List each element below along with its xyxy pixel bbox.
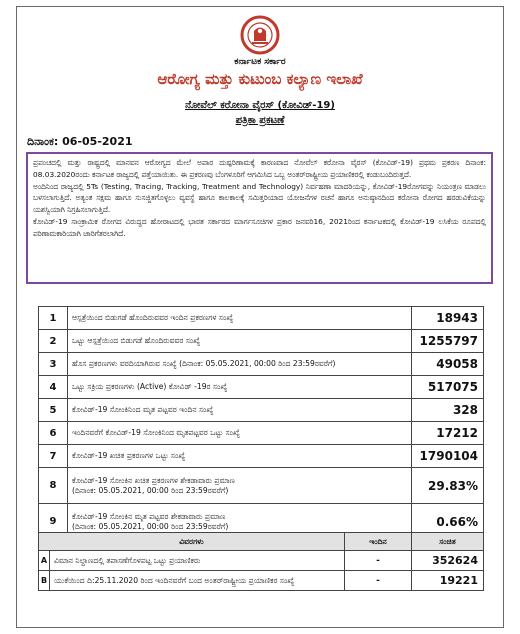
table-row xyxy=(39,422,484,445)
row-number: 2 xyxy=(39,330,68,353)
row-label: ವಿಮಾನ ನಿಲ್ದಾಣದಲ್ಲಿ ತಪಾಸಣೆಗೊಳಪಟ್ಟ ಒಟ್ಟು ಪ್ರಯಾಣಿಕರು xyxy=(50,551,345,571)
table-row xyxy=(39,571,484,591)
table-row xyxy=(39,330,484,353)
row-label-date: (ದಿನಾಂಕ: 05.05.2021, 00:00 ರಿಂದ 23:59ರವರೆಗೆ) xyxy=(72,521,229,531)
row-letter: B xyxy=(39,571,50,591)
table-row xyxy=(39,468,484,504)
press-release-heading: ಪತ್ರಿಕಾ ಪ್ರಕಟಣೆ xyxy=(235,115,285,126)
row-today-value: - xyxy=(345,571,412,591)
row-value: 1255797 xyxy=(412,330,484,353)
table-row xyxy=(39,376,484,399)
row-value: 49058 xyxy=(412,353,484,376)
table-row xyxy=(39,307,484,330)
table-header-row xyxy=(39,533,484,551)
row-label: ಒಟ್ಟು ಸಕ್ರಿಯ ಪ್ರಕರಣಗಳು (Active) ಕೋವಿಡ್ -19ರ ಸಂಖ್ಯೆ xyxy=(68,376,412,399)
row-label: ಯುಕೆಯಿಂದ ದಿ:25.11.2020 ರಿಂದ ಇಂದಿನವರೆಗೆ ಬಂದ ಅಂತರ್‌ರಾಷ್ಟ್ರೀಯ ಪ್ರಯಾಣಿಕರ ಸಂಖ್ಯೆ xyxy=(50,571,345,591)
row-letter: A xyxy=(39,551,50,571)
row-number: 4 xyxy=(39,376,68,399)
row-label: ಇಂದಿನವರೆಗೆ ಕೋವಿಡ್-19 ಸೋಂಕಿನಿಂದ ಮೃತಪಟ್ಟವರ ಒಟ್ಟು ಸಂಖ್ಯೆ xyxy=(68,422,412,445)
government-name: ಕರ್ನಾಟಕ ಸರ್ಕಾರ xyxy=(234,57,286,67)
row-label: ಕೋವಿಡ್-19 ಸೋಂಕಿನಿಂದ ಮೃತ ಪಟ್ಟವರ ಇಂದಿನ ಸಂಖ್ಯೆ xyxy=(68,399,412,422)
summary-paragraph: ಪ್ರಪಂಚದಲ್ಲಿ ಮತ್ತು ರಾಷ್ಟ್ರದಲ್ಲಿ ಮಾನವನ ಆರೋಗ್ಯದ ಮೇಲೆ ಅಪಾರ ದುಷ್ಪರಿಣಾಮಕ್ಕೆ ಕಾರಣವಾದ ನೋವೆಲ್ ಕರೋನಾ ವೈರಸ್ (ಕೋವಿಡ್-19) ಪ್ರಥಮ ಪ್ರಕರಣ ದಿನಾಂಕ: 08.03.2020ರಂದು ಕರ್ನಾಟಕ ರಾಜ್ಯದಲ್ಲಿ ಪತ್ತೆಯಾಯಿತು. ಈ ಪ್ರಕರಣವು ಬೆಂಗಳೂರಿಗೆ ಆಗಮಿಸಿದ ಒಬ್ಬ ಅಂತರ್‌ರಾಷ್ಟ್ರೀಯ ಪ್ರಯಾಣಿಕರಲ್ಲಿ ಕಂಡುಬಂದಿರುತ್ತದೆ. xyxy=(33,158,486,179)
row-value: 18943 xyxy=(412,307,484,330)
row-total-value: 19221 xyxy=(412,571,484,591)
row-number: 8 xyxy=(39,468,68,504)
row-total-value: 352624 xyxy=(412,551,484,571)
karnataka-emblem-icon xyxy=(235,15,285,55)
release-date: ದಿನಾಂಕ: 06-05-2021 xyxy=(27,135,133,148)
row-number: 9 xyxy=(39,504,68,540)
covid-stats-table xyxy=(38,306,484,540)
row-number: 5 xyxy=(39,399,68,422)
row-today-value: - xyxy=(345,551,412,571)
summary-paragraph: ಅಂದಿನಿಂದ ರಾಜ್ಯದಲ್ಲಿ 5Ts (Testing, Tracing, Tracking, Treatment and Technology) ನಿರ್ವಹಣಾ ಮಾದರಿಯನ್ನು, ಕೋವಿಡ್-19ರೋಗವನ್ನು ನಿಯಂತ್ರಣ ಮಾಡಲು ಬಳಸಲಾಗುತ್ತಿದೆ. ಅತ್ಯಂತ ಸಕ್ಷಮ ಹಾಗೂ ಸುಸಜ್ಜಿತಗೊಳ್ಳಲು ವ್ಯವಸ್ಥೆ ಹಾಗೂ ಕಾಲಕಾಲಕ್ಕೆ ಸಮಿತ್ತರಿಯಾದ ಯೋಜನೆಗಳ ರಚನೆ ಹಾಗೂ ಅನುಷ್ಠಾನದಿಂದ ಕರೋನಾ ರೋಗದ ಹರಡುವಿಕೆಯನ್ನು ಯಶಸ್ವಿಯಾಗಿ ನಿಗ್ರಹಿಸಲಾಗುತ್ತಿದೆ. xyxy=(33,181,486,215)
table-row xyxy=(39,551,484,571)
department-title: ಆರೋಗ್ಯ ಮತ್ತು ಕುಟುಂಬ ಕಲ್ಯಾಣ ಇಲಾಖೆ xyxy=(157,70,363,88)
row-value: 328 xyxy=(412,399,484,422)
row-value: 29.83% xyxy=(412,468,484,504)
row-label-date: (ದಿನಾಂಕ: 05.05.2021, 00:00 ರಿಂದ 23:59ರವರೆಗೆ) xyxy=(72,485,229,495)
row-number: 7 xyxy=(39,445,68,468)
row-value: 1790104 xyxy=(412,445,484,468)
summary-box xyxy=(26,152,493,284)
row-label: ಒಟ್ಟು ಆಸ್ಪತ್ರೆಯಿಂದ ಬಿಡುಗಡೆ ಹೊಂದಿರುವವರ ಸಂಖ್ಯೆ xyxy=(68,330,412,353)
row-number: 3 xyxy=(39,353,68,376)
subject-heading: ನೋವೆಲ್ ಕರೋನಾ ವೈರಸ್ (ಕೋವಿಡ್-19) xyxy=(185,100,335,111)
row-value: 0.66% xyxy=(412,504,484,540)
travel-table xyxy=(38,532,484,591)
row-label: ಆಸ್ಪತ್ರೆಯಿಂದ ಬಿಡುಗಡೆ ಹೊಂದಿರುವವರ ಇಂದಿನ ಪ್ರಕರಣಗಳ ಸಂಖ್ಯೆ xyxy=(68,307,412,330)
row-label-line: ಕೋವಿಡ್-19 ಸೋಂಕಿನ ಖಚಿತ ಪ್ರಕರಣಗಳ ಶೇಕಡಾವಾರು ಪ್ರಮಾಣ xyxy=(72,475,235,485)
row-label-line: ಕೋವಿಡ್-19 ಸೋಂಕಿನ ಮೃತ ಪಟ್ಟವರ ಶೇಕಡಾವಾರು ಪ್ರಮಾಣ xyxy=(72,511,226,521)
table-row xyxy=(39,445,484,468)
row-label xyxy=(68,468,412,504)
press-release-page xyxy=(16,6,504,628)
row-value: 517075 xyxy=(412,376,484,399)
row-label: ಕೋವಿಡ್-19 ಖಚಿತ ಪ್ರಕರಣಗಳ ಒಟ್ಟು ಸಂಖ್ಯೆ xyxy=(68,445,412,468)
summary-paragraph: ಕೋವಿಡ್-19 ಸಾಂಕ್ರಾಮಿಕ ರೋಗದ ವಿರುದ್ಧದ ಹೋರಾಟದಲ್ಲಿ ಭಾರತ ಸರ್ಕಾರದ ಮಾರ್ಗಸೂಚಿಗಳ ಪ್ರಕಾರ ಜನವರಿ16, 2021ರಿಂದ ಕರ್ನಾಟಕದಲ್ಲಿ ಕೋವಿಡ್-19 ಲಸಿಕೆಯ ರೂಪದಲ್ಲಿ ಪರಿಣಾಮಕಾರಿಯಾಗಿ ಜಾರಿಗೆತರಲಾಗಿದೆ. xyxy=(33,216,486,238)
table-row xyxy=(39,399,484,422)
row-label: ಹೊಸ ಪ್ರಕರಣಗಳು ವರದಿಯಾಗಿರುವ ಸಂಖ್ಯೆ (ದಿನಾಂಕ: 05.05.2021, 00:00 ರಿಂದ 23:59ರವರೆಗೆ) xyxy=(68,353,412,376)
column-header-today: ಇಂದಿನ xyxy=(345,533,412,551)
column-header-total: ಸಂಚಿತ xyxy=(412,533,484,551)
row-value: 17212 xyxy=(412,422,484,445)
table-row xyxy=(39,353,484,376)
row-number: 6 xyxy=(39,422,68,445)
column-header-details: ವಿವರಗಳು xyxy=(39,533,345,551)
row-number: 1 xyxy=(39,307,68,330)
